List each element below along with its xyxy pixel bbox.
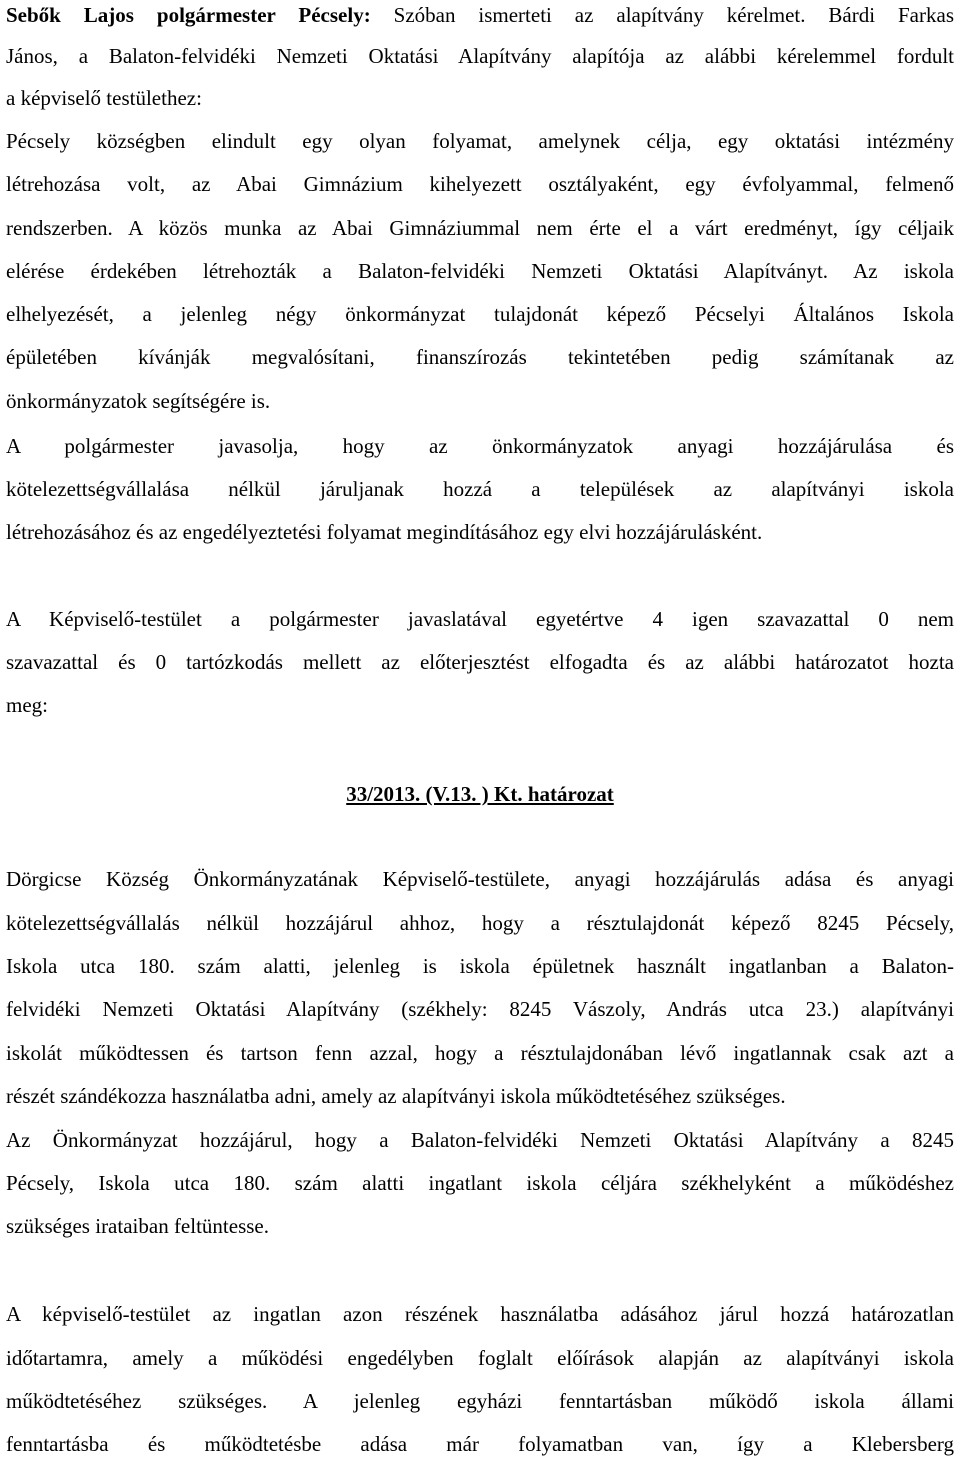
text-line: János, a Balaton-felvidéki Nemzeti Oktatási Alapítvány alapítója az alábbi kérelemmel fordult — [6, 44, 954, 68]
text-line: időtartamra, amely a működési engedélyben foglalt előírások alapján az alapítványi iskola — [6, 1346, 954, 1370]
text-line: fenntartásba és működtetésbe adása már folyamatban van, így a Klebersberg — [6, 1432, 954, 1456]
text-line: A képviselő-testület az ingatlan azon részének használatba adásához járul hozzá határozatlan — [6, 1302, 954, 1326]
text-fragment: Szóban ismerteti az alapítvány kérelmet. Bárdi Farkas — [370, 3, 954, 27]
text-line: A polgármester javasolja, hogy az önkormányzatok anyagi hozzájárulása és — [6, 434, 954, 458]
text-line: kötelezettségvállalás nélkül hozzájárul ahhoz, hogy a résztulajdonát képező 8245 Pécsely, — [6, 911, 954, 935]
text-line: elérése érdekében létrehozták a Balaton-felvidéki Nemzeti Oktatási Alapítványt. Az iskola — [6, 259, 954, 283]
text-line: működtetéséhez szükséges. A jelenleg egyházi fenntartásban működő iskola állami — [6, 1389, 954, 1413]
text-line: A Képviselő-testület a polgármester javaslatával egyetértve 4 igen szavazattal 0 nem — [6, 607, 954, 631]
text-line: elhelyezését, a jelenleg négy önkormányzat tulajdonát képező Pécselyi Általános Iskola — [6, 302, 954, 326]
text-line: felvidéki Nemzeti Oktatási Alapítvány (székhely: 8245 Vászoly, András utca 23.) alapítványi — [6, 997, 954, 1021]
text-line: iskolát működtessen és tartson fenn azzal, hogy a résztulajdonában lévő ingatlannak csak azt a — [6, 1041, 954, 1065]
text-line: kötelezettségvállalása nélkül járuljanak hozzá a települések az alapítványi iskola — [6, 477, 954, 501]
resolution-title-line — [6, 779, 954, 809]
resolution-title: 33/2013. (V.13. ) Kt. határozat — [346, 782, 614, 806]
text-line: Pécsely községben elindult egy olyan folyamat, amelynek célja, egy oktatási intézmény — [6, 129, 954, 153]
text-line: épületében kívánják megvalósítani, finanszírozás tekintetében pedig számítanak az — [6, 345, 954, 369]
text-line: létrehozásához és az engedélyeztetési folyamat megindításához egy elvi hozzájárulásként. — [6, 520, 763, 544]
text-line — [6, 0, 954, 30]
text-line: Az Önkormányzat hozzájárul, hogy a Balaton-felvidéki Nemzeti Oktatási Alapítvány a 8245 — [6, 1128, 954, 1152]
text-line: önkormányzatok segítségére is. — [6, 389, 271, 413]
text-line: rendszerben. A közös munka az Abai Gimnáziummal nem érte el a várt eredményt, így céljaik — [6, 216, 954, 240]
text-line: Pécsely, Iskola utca 180. szám alatti ingatlant iskola céljára székhelyként a működéshez — [6, 1171, 954, 1195]
text-line: részét szándékozza használatba adni, amely az alapítványi iskola működtetéséhez szükséges. — [6, 1084, 786, 1108]
text-line: a képviselő testülethez: — [6, 86, 202, 110]
text-line: létrehozása volt, az Abai Gimnázium kihelyezett osztályaként, egy évfolyammal, felmenő — [6, 172, 954, 196]
text-line: Iskola utca 180. szám alatti, jelenleg is iskola épületnek használt ingatlanban a Balaton- — [6, 954, 954, 978]
text-line: szavazattal és 0 tartózkodás mellett az előterjesztést elfogadta és az alábbi határozatot hozta — [6, 650, 954, 674]
text-line: meg: — [6, 693, 48, 717]
text-line: Dörgicse Község Önkormányzatának Képviselő-testülete, anyagi hozzájárulás adása és anyagi — [6, 867, 954, 891]
text-line: szükséges irataiban feltüntesse. — [6, 1214, 269, 1238]
speaker-name: Sebők Lajos polgármester Pécsely: — [6, 3, 371, 27]
